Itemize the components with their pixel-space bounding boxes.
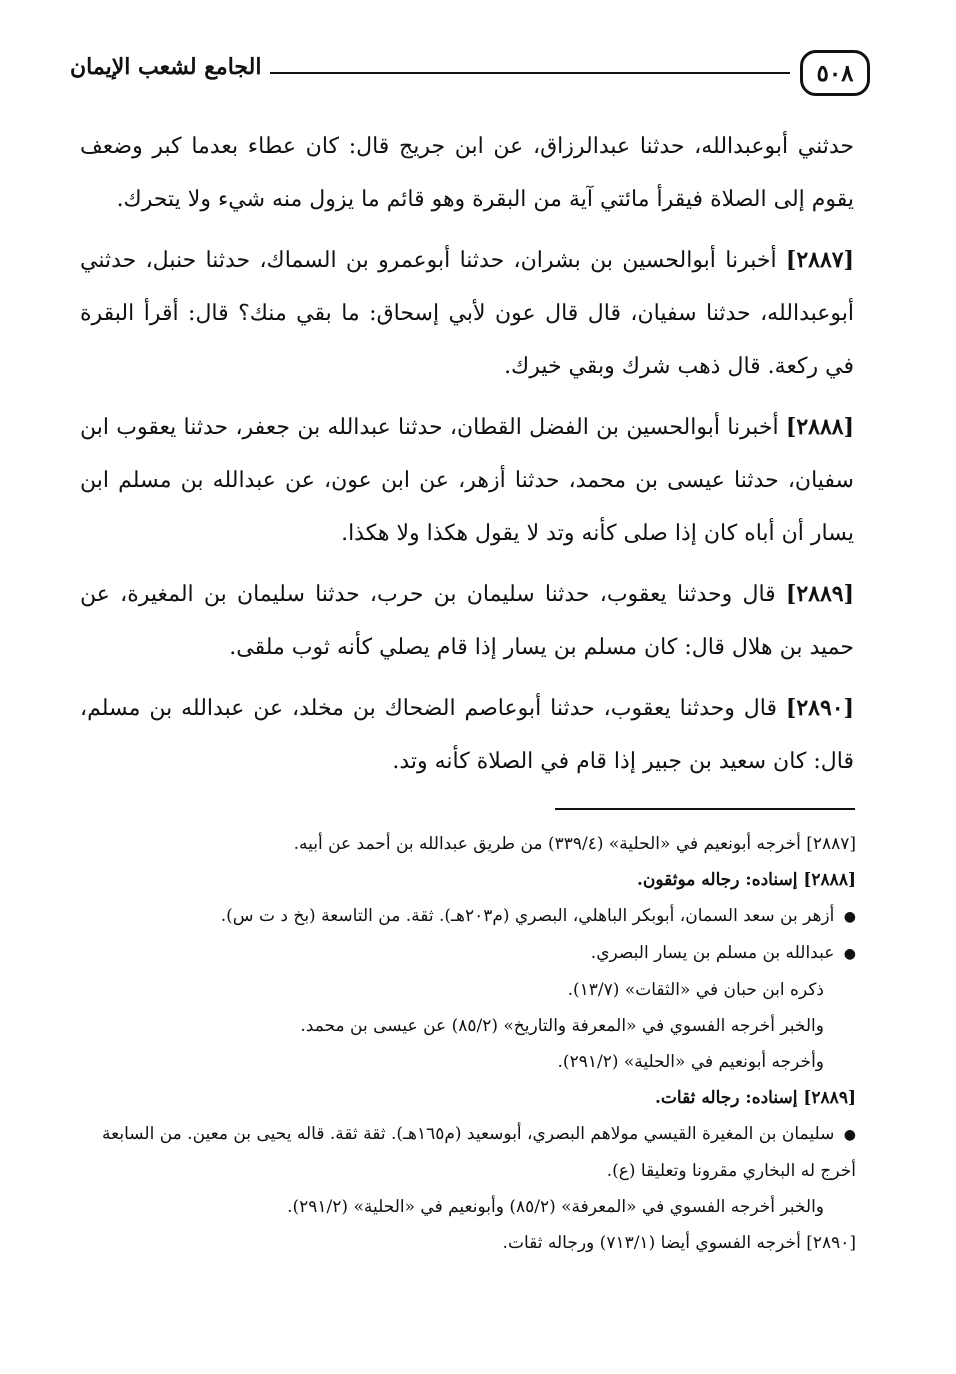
paragraph xyxy=(80,120,854,226)
hadith-2890 xyxy=(80,682,854,788)
hadith-text: قال وحدثنا يعقوب، حدثنا سليمان بن حرب، حدثنا سليمان بن المغيرة، عن حميد بن هلال قال: كان مسلم بن يسار إذا قام يصلي كأنه ثوب ملقى. xyxy=(80,582,854,660)
hadith-number: [٢٨٨٨] xyxy=(785,414,854,440)
hadith-number: [٢٨٨٧] xyxy=(785,247,854,273)
footnote-2888-line-5: وأخرجه أبونعيم في «الحلية» (٢٩١/٢). xyxy=(557,1052,824,1072)
bullet-icon: ● xyxy=(843,1127,856,1143)
hadith-number: [٢٨٨٩] xyxy=(785,581,854,607)
hadith-number: [٢٨٩٠] xyxy=(785,695,854,721)
footnote-2888-bullet-2 xyxy=(80,935,856,972)
footnote-2889-bullet-1 xyxy=(80,1116,856,1189)
bullet-icon: ● xyxy=(843,909,856,925)
bullet-icon: ● xyxy=(843,946,856,962)
paragraph-text: حدثني أبوعبدالله، حدثنا عبدالرزاق، عن ابن جريج قال: كان عطاء بعدما كبر وضعف يقوم إلى الصلاة فيقرأ مائتي آية من البقرة وهو قائم ما يزول منه شيء ولا يتحرك. xyxy=(80,134,854,212)
hadith-2889 xyxy=(80,568,854,674)
footnote-2889-heading: [٢٨٨٩] إسناده: رجاله ثقات. xyxy=(654,1088,856,1108)
footnote-2888-line-4: والخبر أخرجه الفسوي في «المعرفة والتاريخ» (٨٥/٢) عن عيسى بن محمد. xyxy=(300,1016,824,1036)
hadith-text: أخبرنا أبوالحسين بن الفضل القطان، حدثنا عبدالله بن جعفر، حدثنا يعقوب ابن سفيان، حدثنا عيسى بن محمد، حدثنا أزهر، عن ابن عون، عن عبدالله بن مسلم ابن يسار أن أباه كان إذا صلى كأنه وتد لا يقول هكذا ولا هكذا. xyxy=(80,415,854,546)
header-rule xyxy=(270,72,790,74)
main-text xyxy=(80,120,854,796)
footnote-2890: [٢٨٩٠] أخرجه الفسوي أيضا (٧١٣/١) ورجاله ثقات. xyxy=(502,1233,856,1253)
running-title: الجامع لشعب الإيمان xyxy=(70,54,262,80)
footnotes xyxy=(80,826,856,1261)
footnote-2889-line-2: والخبر أخرجه الفسوي في «المعرفة» (٨٥/٢) وأبونعيم في «الحلية» (٢٩١/٢). xyxy=(287,1197,824,1217)
footnote-2888-bullet-1 xyxy=(80,898,856,935)
footnote-text: سليمان بن المغيرة القيسي مولاهم البصري، أبوسعيد (م١٦٥هـ). ثقة ثقة. قاله يحيى بن معين. من السابعة أخرج له البخاري مقرونا وتعليقا (ع). xyxy=(102,1124,856,1181)
footnote-text: عبدالله بن مسلم بن يسار البصري. xyxy=(590,943,835,963)
hadith-text: أخبرنا أبوالحسين بن بشران، حدثنا أبوعمرو بن السماك، حدثنا حنبل، حدثني أبوعبدالله، حدثنا سفيان، قال قال عون لأبي إسحاق: ما بقي منك؟ قال: أقرأ البقرة في ركعة. قال ذهب شرك وبقي خيرك. xyxy=(80,248,854,379)
footnote-2887: [٢٨٨٧] أخرجه أبونعيم في «الحلية» (٣٣٩/٤) من طريق عبدالله بن أحمد عن أبيه. xyxy=(293,834,856,854)
hadith-text: قال وحدثنا يعقوب، حدثنا أبوعاصم الضحاك بن مخلد، عن عبدالله بن مسلم، قال: كان سعيد بن جبير إذا قام في الصلاة كأنه وتد. xyxy=(80,696,854,774)
page-header xyxy=(70,50,870,110)
footnote-separator xyxy=(555,808,855,810)
footnote-2888-heading: [٢٨٨٨] إسناده: رجاله موثقون. xyxy=(636,870,856,890)
footnote-text: أزهر بن سعد السمان، أبوبكر الباهلي، البصري (م٢٠٣هـ). ثقة. من التاسعة (بخ د ت س). xyxy=(220,906,835,926)
footnote-2888-line-3: ذكره ابن حبان في «الثقات» (١٣/٧). xyxy=(567,980,824,1000)
page-number: ٥٠٨ xyxy=(800,50,870,96)
hadith-2887 xyxy=(80,234,854,393)
hadith-2888 xyxy=(80,401,854,560)
